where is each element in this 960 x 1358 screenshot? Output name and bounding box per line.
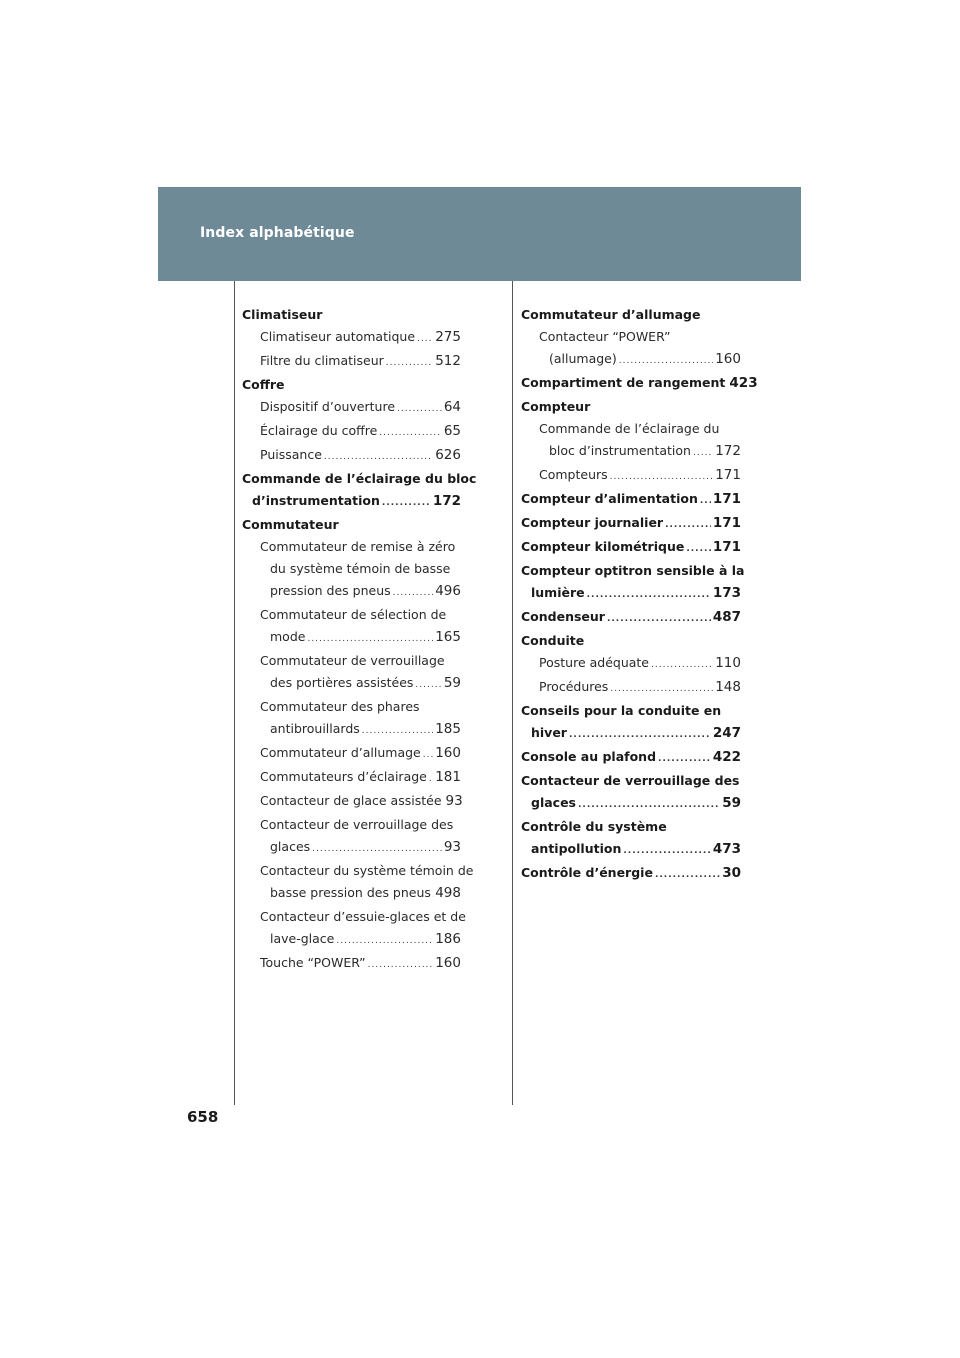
index-entry	[521, 560, 745, 582]
index-entry-page: 59	[443, 675, 461, 691]
index-entry-term: Contacteur de verrouillage des	[521, 773, 740, 788]
dot-leader	[569, 724, 711, 746]
index-entry-term: basse pression des pneus	[270, 885, 431, 900]
index-entry	[242, 790, 461, 814]
index-entry	[521, 418, 741, 440]
index-entry	[242, 906, 466, 928]
index-entry	[521, 536, 741, 560]
left-rule	[234, 281, 235, 1105]
dot-leader	[312, 838, 442, 860]
index-entry-term: antipollution	[531, 841, 622, 856]
index-entry-page: 185	[435, 721, 461, 737]
index-entry	[242, 766, 461, 790]
index-entry	[242, 696, 461, 718]
index-entry-page: 498	[435, 885, 461, 901]
index-entry	[521, 512, 741, 536]
index-entry-page: 148	[715, 679, 741, 695]
index-entry-page: 512	[435, 353, 461, 369]
index-entry-term: Puissance	[260, 447, 322, 462]
index-entry-page: 160	[715, 351, 741, 367]
dot-leader	[607, 608, 711, 630]
index-entry-term: Contrôle d’énergie	[521, 865, 653, 880]
index-entry	[521, 372, 758, 396]
dot-leader	[700, 490, 711, 512]
index-entry-term: Procédures	[539, 679, 609, 694]
dot-leader	[610, 678, 713, 700]
index-entry-page: 171	[712, 491, 741, 507]
dot-leader	[686, 538, 710, 560]
index-entry-page: 165	[435, 629, 461, 645]
index-entry-term: Compteur	[521, 399, 591, 414]
dot-leader	[336, 930, 433, 952]
index-entry	[521, 816, 741, 838]
index-entry-page: 30	[722, 865, 741, 881]
dot-leader	[423, 744, 433, 766]
index-entry-term: mode	[270, 629, 306, 644]
index-entry	[521, 792, 741, 816]
index-entry	[242, 326, 461, 350]
index-column-right	[521, 304, 758, 886]
page-number: 658	[187, 1108, 219, 1126]
dot-leader	[619, 350, 713, 372]
index-entry-term: Climatiseur automatique	[260, 329, 416, 344]
dot-leader	[610, 466, 714, 488]
dot-leader	[415, 674, 441, 696]
index-entry	[242, 396, 461, 420]
dot-leader	[417, 328, 433, 350]
index-entry-page: 247	[712, 725, 741, 741]
index-entry	[242, 558, 461, 580]
index-entry	[521, 582, 741, 606]
index-entry-term: Contacteur de verrouillage des	[260, 817, 454, 832]
index-entry	[242, 860, 474, 882]
index-entry-term: Condenseur	[521, 609, 605, 624]
index-entry-page: 275	[435, 329, 461, 345]
index-entry	[521, 770, 741, 792]
index-entry-page: 487	[712, 609, 741, 625]
index-entry-term: des portières assistées	[270, 675, 414, 690]
index-entry	[242, 490, 461, 514]
index-entry	[242, 814, 461, 836]
index-entry	[242, 468, 477, 490]
index-entry-page: 422	[712, 749, 741, 765]
index-entry	[521, 630, 741, 652]
index-entry-page: 160	[435, 745, 461, 761]
index-entry	[521, 606, 741, 630]
dot-leader	[307, 628, 433, 650]
dot-leader	[651, 654, 713, 676]
dot-leader	[658, 748, 711, 770]
dot-leader	[578, 794, 720, 816]
index-entry-term: Commutateurs d’éclairage	[260, 769, 427, 784]
dot-leader	[397, 398, 442, 420]
index-entry-term: Contacteur d’essuie-glaces et de	[260, 909, 466, 924]
index-entry-term: Touche “POWER”	[260, 955, 366, 970]
dot-leader	[655, 864, 720, 886]
index-entry-term: antibrouillards	[270, 721, 360, 736]
index-entry-term: Coffre	[242, 377, 285, 392]
index-entry-page: 59	[722, 795, 741, 811]
index-entry	[521, 396, 741, 418]
index-entry-page: 110	[715, 655, 741, 671]
header-band	[158, 187, 801, 281]
index-entry-term: Commutateur de remise à zéro	[260, 539, 456, 554]
index-entry-term: Filtre du climatiseur	[260, 353, 384, 368]
index-entry-term: bloc d’instrumentation	[549, 443, 691, 458]
index-entry-term: Compartiment de rangement	[521, 375, 726, 390]
index-entry-page: 171	[715, 467, 741, 483]
index-entry-term: glaces	[531, 795, 576, 810]
index-column-left	[242, 304, 477, 976]
index-entry-page: 186	[435, 931, 461, 947]
dot-leader	[382, 492, 431, 514]
index-entry-page: 473	[712, 841, 741, 857]
index-entry	[242, 304, 461, 326]
index-entry-page: 171	[712, 539, 741, 555]
dot-leader	[386, 352, 433, 374]
index-entry	[242, 626, 461, 650]
index-entry-term: Contrôle du système	[521, 819, 667, 834]
index-entry-term: (allumage)	[549, 351, 617, 366]
index-entry	[242, 350, 461, 374]
index-entry-term: Climatiseur	[242, 307, 323, 322]
index-entry	[521, 348, 741, 372]
index-entry-term: Contacteur de glace assistée	[260, 793, 442, 808]
index-entry	[242, 420, 461, 444]
index-entry-page: 64	[443, 399, 461, 415]
index-entry	[521, 676, 741, 700]
index-entry-term: Commande de l’éclairage du bloc	[242, 471, 477, 486]
index-entry-term: Contacteur du système témoin de	[260, 863, 474, 878]
dot-leader	[393, 582, 434, 604]
index-entry-term: Compteur optitron sensible à la	[521, 563, 745, 578]
index-entry-term: Compteurs	[539, 467, 608, 482]
index-entry	[242, 882, 461, 906]
index-entry-page: 160	[435, 955, 461, 971]
index-entry	[242, 650, 461, 672]
index-entry	[521, 838, 741, 862]
dot-leader	[324, 446, 433, 468]
index-entry-term: Compteur d’alimentation	[521, 491, 698, 506]
index-entry-term: Éclairage du coffre	[260, 423, 378, 438]
index-entry	[242, 536, 461, 558]
dot-leader	[362, 720, 433, 742]
index-entry-term: Posture adéquate	[539, 655, 649, 670]
index-entry	[521, 304, 741, 326]
index-entry	[521, 326, 741, 348]
dot-leader	[368, 954, 434, 976]
column-divider	[512, 281, 513, 1105]
index-entry	[242, 444, 461, 468]
index-entry-term: glaces	[270, 839, 311, 854]
index-entry-page: 496	[435, 583, 461, 599]
index-entry-page: 172	[715, 443, 741, 459]
dot-leader	[429, 768, 433, 790]
index-entry	[242, 928, 461, 952]
index-entry-term: Commutateur d’allumage	[521, 307, 701, 322]
index-entry-term: Console au plafond	[521, 749, 657, 764]
dot-leader	[665, 514, 711, 536]
index-entry	[242, 836, 461, 860]
dot-leader	[623, 840, 710, 862]
index-entry-term: du système témoin de basse	[270, 561, 451, 576]
index-entry-page: 171	[712, 515, 741, 531]
index-entry-term: Compteur journalier	[521, 515, 664, 530]
index-entry-term: Contacteur “POWER”	[539, 329, 671, 344]
index-entry-page: 65	[443, 423, 461, 439]
index-entry	[242, 742, 461, 766]
index-entry-page: 173	[712, 585, 741, 601]
index-entry	[521, 488, 741, 512]
index-entry	[521, 652, 741, 676]
index-entry	[521, 440, 741, 464]
index-entry-term: Conduite	[521, 633, 585, 648]
index-entry	[521, 862, 741, 886]
index-entry-term: Conseils pour la conduite en	[521, 703, 722, 718]
dot-leader	[379, 422, 442, 444]
index-entry-term: Commutateur des phares	[260, 699, 420, 714]
index-entry-page: 181	[435, 769, 461, 785]
index-entry	[242, 514, 461, 536]
index-entry-term: pression des pneus	[270, 583, 391, 598]
dot-leader	[693, 442, 713, 464]
index-entry-term: Commutateur d’allumage	[260, 745, 421, 760]
index-entry-term: lumière	[531, 585, 585, 600]
index-entry	[242, 952, 461, 976]
index-entry	[242, 580, 461, 604]
index-entry-term: lave-glace	[270, 931, 335, 946]
index-entry	[242, 604, 461, 626]
index-entry	[521, 746, 741, 770]
index-entry	[521, 700, 741, 722]
index-entry-term: Commande de l’éclairage du	[539, 421, 720, 436]
index-entry-term: hiver	[531, 725, 567, 740]
index-entry-term: Dispositif d’ouverture	[260, 399, 396, 414]
index-entry	[521, 722, 741, 746]
index-entry-term: d’instrumentation	[252, 493, 380, 508]
index-entry-term: Commutateur de verrouillage	[260, 653, 445, 668]
index-entry-term: Commutateur	[242, 517, 339, 532]
index-entry-page: 93	[443, 839, 461, 855]
index-entry-term: Compteur kilométrique	[521, 539, 685, 554]
section-title: Index alphabétique	[200, 225, 355, 241]
index-entry-term: Commutateur de sélection de	[260, 607, 447, 622]
index-entry	[521, 464, 741, 488]
index-entry	[242, 672, 461, 696]
index-entry	[242, 374, 461, 396]
dot-leader	[587, 584, 711, 606]
index-entry-page: 423	[729, 375, 758, 391]
index-entry-page: 626	[435, 447, 461, 463]
index-entry-page: 93	[445, 793, 463, 809]
index-entry	[242, 718, 461, 742]
index-entry-page: 172	[432, 493, 461, 509]
